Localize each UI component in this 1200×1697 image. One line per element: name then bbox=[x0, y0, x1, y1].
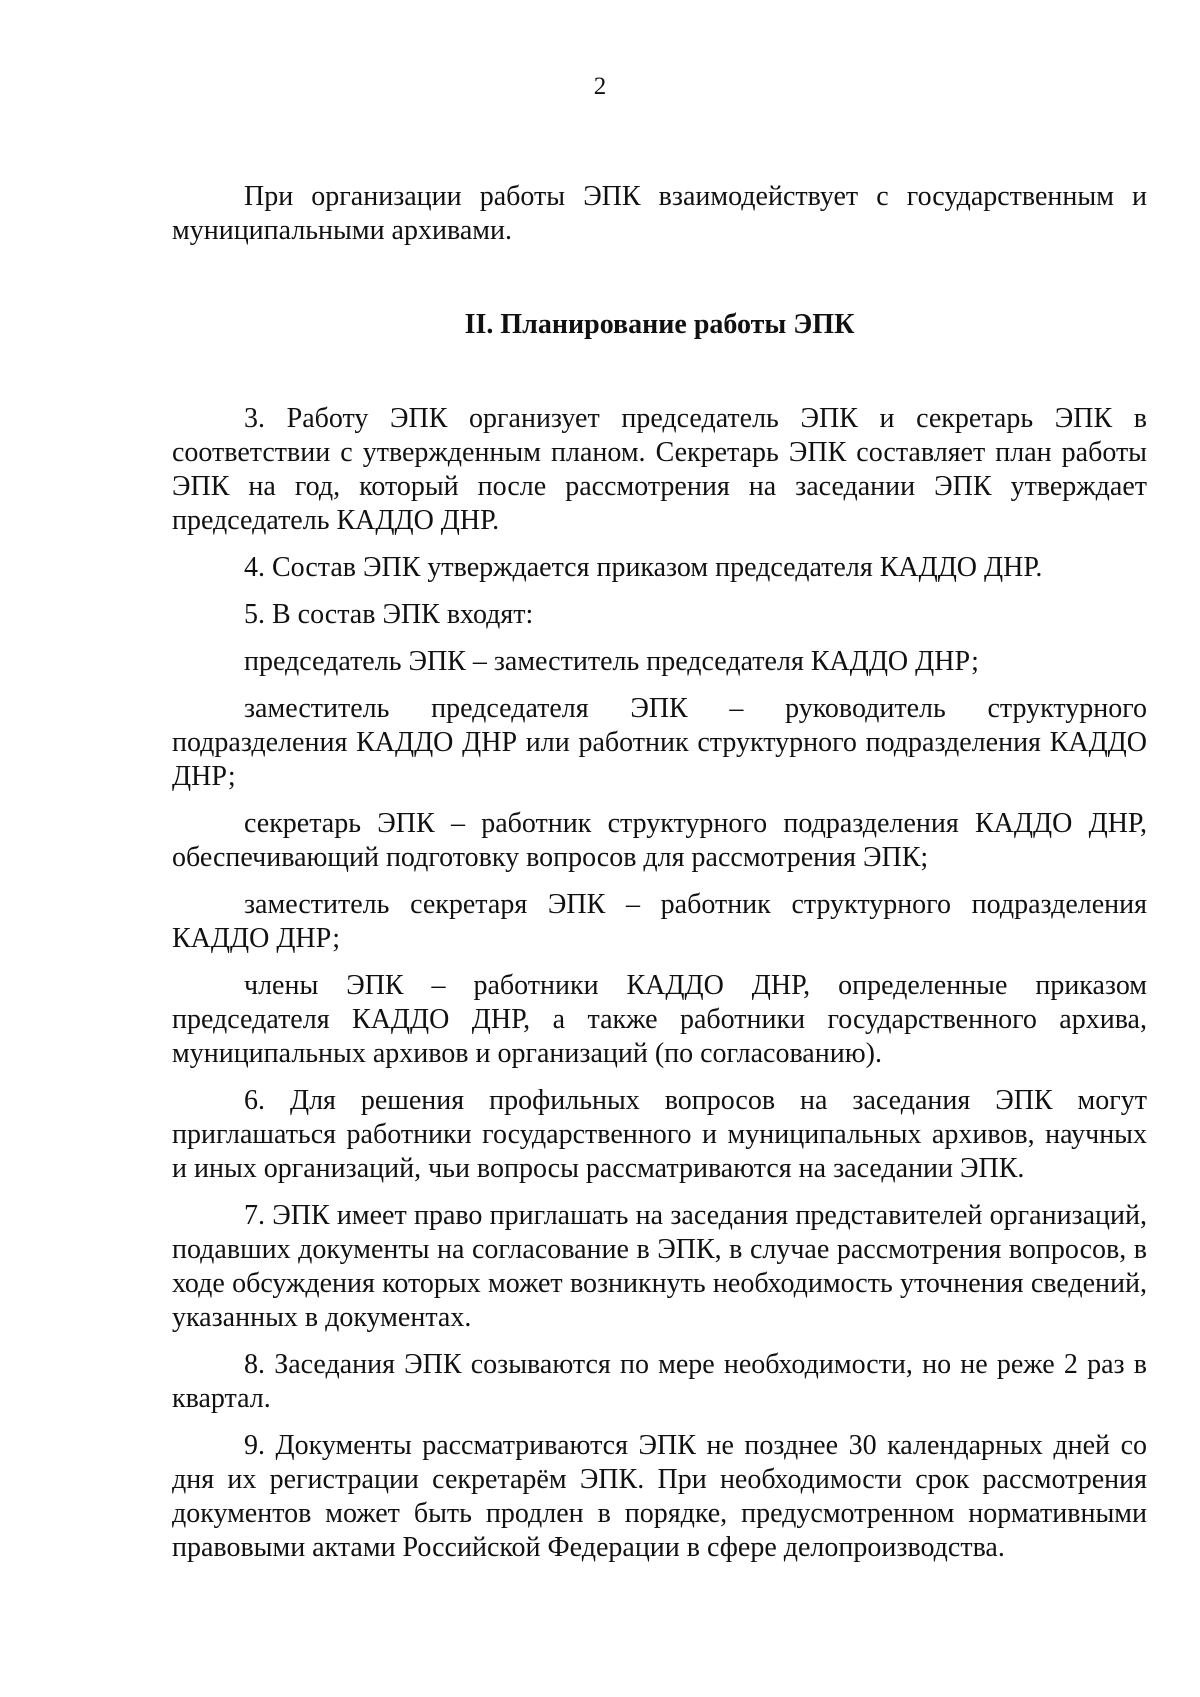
paragraph-5-deputy-chair: заместитель председателя ЭПК – руководитель структурного подразделения КАДДО ДНР или работник структурного подразделения КАДДО ДНР; bbox=[172, 693, 1147, 792]
paragraph-8: 8. Заседания ЭПК созываются по мере необходимости, но не реже 2 раз в квартал. bbox=[172, 1349, 1147, 1414]
paragraph-7: 7. ЭПК имеет право приглашать на заседания представителей организаций, подавших документы на согласование в ЭПК, в случае рассмотрения вопросов, в ходе обсуждения которых может возникнуть необходимость уточнения сведений, указанных в документах. bbox=[172, 1200, 1147, 1333]
paragraph-3: 3. Работу ЭПК организует председатель ЭПК и секретарь ЭПК в соответствии с утвержденным планом. Секретарь ЭПК составляет план работы ЭПК на год, который после рассмотрения на заседании ЭПК утверждает председатель КАДДО ДНР. bbox=[172, 403, 1147, 536]
paragraph-5: 5. В состав ЭПК входят: bbox=[244, 599, 534, 630]
section-heading: II. Планирование работы ЭПК bbox=[464, 309, 855, 340]
paragraph-9: 9. Документы рассматриваются ЭПК не позднее 30 календарных дней со дня их регистрации секретарём ЭПК. При необходимости срок рассмотрения документов может быть продлен в порядке, предусмотренном нормативными правовыми актами Российской Федерации в сфере делопроизводства. bbox=[172, 1430, 1147, 1563]
document-body bbox=[172, 180, 1147, 1578]
paragraph-5-secretary: секретарь ЭПК – работник структурного подразделения КАДДО ДНР, обеспечивающий подготовку вопросов для рассмотрения ЭПК; bbox=[172, 808, 1147, 873]
paragraph-4: 4. Состав ЭПК утверждается приказом председателя КАДДО ДНР. bbox=[244, 552, 1043, 583]
paragraph-6: 6. Для решения профильных вопросов на заседания ЭПК могут приглашаться работники государственного и муниципальных архивов, научных и иных организаций, чьи вопросы рассматриваются на заседании ЭПК. bbox=[172, 1085, 1147, 1184]
paragraph-5-chair: председатель ЭПК – заместитель председателя КАДДО ДНР; bbox=[244, 646, 979, 677]
page-number: 2 bbox=[593, 73, 607, 100]
paragraph-5-members: члены ЭПК – работники КАДДО ДНР, определенные приказом председателя КАДДО ДНР, а также работники государственного архива, муниципальных архивов и организаций (по согласованию). bbox=[172, 970, 1147, 1069]
paragraph-5-deputy-secretary: заместитель секретаря ЭПК – работник структурного подразделения КАДДО ДНР; bbox=[172, 889, 1147, 954]
paragraph-intro: При организации работы ЭПК взаимодействует с государственным и муниципальными архивами. bbox=[172, 181, 1147, 246]
